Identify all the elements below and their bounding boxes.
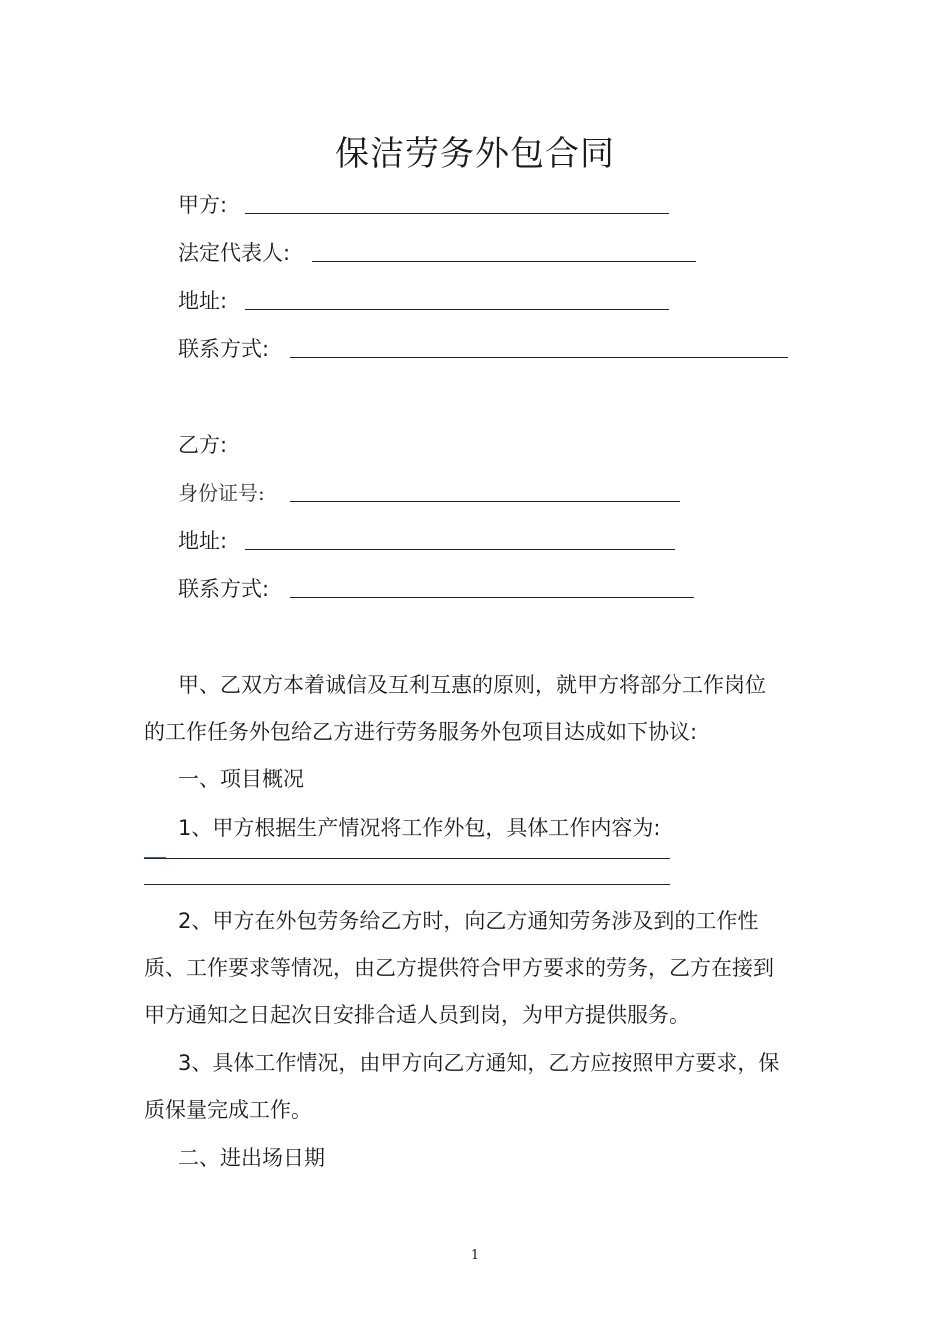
party-a-address-label: 地址: [178, 289, 228, 313]
party-b-id-blank[interactable] [290, 501, 680, 502]
section-2-heading: 二、进出场日期 [178, 1146, 325, 1170]
party-b-address-blank[interactable] [245, 549, 675, 550]
party-b-address-label: 地址: [178, 529, 228, 553]
section-1-heading: 一、项目概况 [178, 767, 304, 791]
party-a-contact-blank[interactable] [290, 357, 788, 358]
party-a-address-blank[interactable] [245, 309, 669, 310]
party-b-contact-row [178, 574, 269, 604]
page-number: 1 [470, 1248, 480, 1263]
party-b-name-label: 乙方: [178, 433, 228, 457]
party-b-address-row [178, 526, 227, 556]
item-1-blank-line-2[interactable] [144, 884, 670, 885]
party-a-name-row [178, 190, 227, 220]
item-2-line-3: 甲方通知之日起次日安排合适人员到岗，为甲方提供服务。 [144, 1003, 690, 1027]
party-b-contact-blank[interactable] [290, 597, 694, 598]
party-a-contact-row [178, 334, 269, 364]
item-2-line-1: 2、甲方在外包劳务给乙方时，向乙方通知劳务涉及到的工作性 [178, 909, 759, 933]
party-b-contact-label: 联系方式: [178, 577, 270, 601]
party-a-rep-label: 法定代表人: [178, 241, 291, 265]
document-title: 保洁劳务外包合同 [335, 134, 615, 174]
intro-line-2: 的工作任务外包给乙方进行劳务服务外包项目达成如下协议: [144, 720, 698, 744]
party-b-name-row [178, 430, 227, 460]
party-a-rep-row [178, 238, 290, 268]
party-a-contact-label: 联系方式: [178, 337, 270, 361]
item-1-text: 1、甲方根据生产情况将工作外包，具体工作内容为: [178, 816, 661, 840]
item-1-blank-line-1[interactable] [144, 858, 670, 859]
item-3-line-1: 3、具体工作情况，由甲方向乙方通知，乙方应按照甲方要求，保 [178, 1051, 780, 1075]
party-a-rep-blank[interactable] [312, 261, 696, 262]
party-a-name-label: 甲方: [178, 193, 228, 217]
party-b-id-label: 身份证号: [178, 481, 265, 505]
party-b-id-row [178, 478, 265, 508]
party-a-name-blank[interactable] [245, 213, 669, 214]
item-2-line-2: 质、工作要求等情况，由乙方提供符合甲方要求的劳务，乙方在接到 [144, 956, 774, 980]
item-3-line-2: 质保量完成工作。 [144, 1098, 312, 1122]
party-a-address-row [178, 286, 227, 316]
intro-line-1: 甲、乙双方本着诚信及互利互惠的原则，就甲方将部分工作岗位 [178, 673, 766, 697]
